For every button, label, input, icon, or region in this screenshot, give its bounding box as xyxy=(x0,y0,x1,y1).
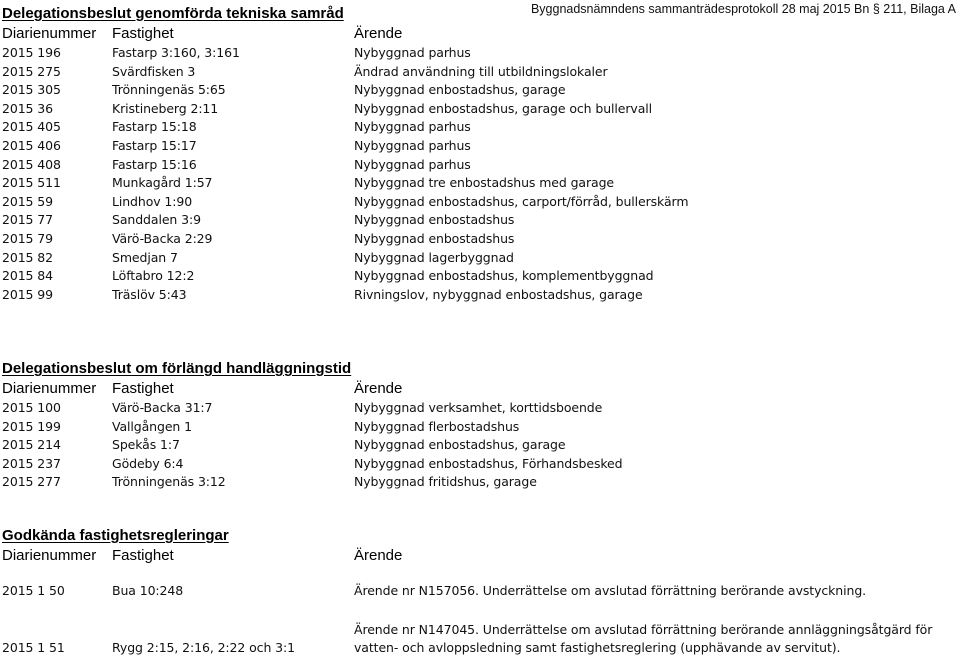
row-fastighet: Fastarp 15:18 xyxy=(112,119,197,135)
row-fastighet: Bua 10:248 xyxy=(112,583,184,598)
table-row xyxy=(2,399,952,418)
table-row xyxy=(2,81,952,100)
row-arende: Nybyggnad flerbostadshus xyxy=(354,418,520,434)
table-row xyxy=(2,156,952,175)
row-diarienummer: 2015 196 xyxy=(2,45,61,60)
row-diarienummer: 2015 275 xyxy=(2,63,61,79)
row-arende: Nybyggnad lagerbyggnad xyxy=(354,249,514,265)
row-arende: Nybyggnad verksamhet, korttidsboende xyxy=(354,400,603,415)
row-arende: Nybyggnad enbostadshus, garage xyxy=(354,82,566,98)
row-fastighet: Träslöv 5:43 xyxy=(112,286,187,302)
row-arende: Nybyggnad enbostadshus, garage xyxy=(354,437,566,453)
row-arende: Nybyggnad parhus xyxy=(354,156,471,172)
row-diarienummer: 2015 406 xyxy=(2,137,61,153)
row-diarienummer: 2015 100 xyxy=(2,400,61,415)
row-arende: Ändrad användning till utbildningslokaler xyxy=(354,63,608,79)
row-diarienummer: 2015 277 xyxy=(2,474,61,490)
section-fastighetsregleringar xyxy=(2,526,952,659)
column-header-fastighet: Fastighet xyxy=(112,380,174,397)
section-tekniska-samrad xyxy=(2,4,952,304)
row-arende: Nybyggnad enbostadshus, Förhandsbesked xyxy=(354,455,623,471)
row-diarienummer: 2015 84 xyxy=(2,268,53,284)
protocol-header-note: Byggnadsnämndens sammanträdesprotokoll 28 maj 2015 Bn § 211, Bilaga A xyxy=(530,2,956,16)
table-row xyxy=(2,267,952,286)
row-fastighet: Smedjan 7 xyxy=(112,249,178,265)
column-headers xyxy=(2,24,952,44)
table-row xyxy=(2,249,952,268)
table-row xyxy=(2,211,952,230)
row-fastighet: Lindhov 1:90 xyxy=(112,193,193,209)
row-diarienummer: 2015 36 xyxy=(2,100,53,116)
row-diarienummer: 2015 214 xyxy=(2,437,61,453)
row-diarienummer: 2015 1 51 xyxy=(2,640,65,656)
row-arende: Nybyggnad parhus xyxy=(354,45,471,60)
section-title: Delegationsbeslut genomförda tekniska samråd xyxy=(2,5,344,22)
row-diarienummer: 2015 79 xyxy=(2,230,53,246)
column-headers xyxy=(2,379,952,399)
table-row xyxy=(2,418,952,437)
column-header-arende: Ärende xyxy=(354,25,403,42)
row-fastighet: Värö-Backa 2:29 xyxy=(112,230,213,246)
row-diarienummer: 2015 199 xyxy=(2,418,61,434)
section-title: Godkända fastighetsregleringar xyxy=(2,527,229,544)
column-header-fastighet: Fastighet xyxy=(112,547,174,564)
row-fastighet: Trönningenäs 5:65 xyxy=(112,82,226,98)
row-diarienummer: 2015 59 xyxy=(2,193,53,209)
table-row xyxy=(2,118,952,137)
row-arende: Nybyggnad parhus xyxy=(354,119,471,135)
table-rows xyxy=(2,399,952,492)
table-row xyxy=(2,621,952,659)
row-fastighet: Vallgången 1 xyxy=(112,418,192,434)
row-fastighet: Spekås 1:7 xyxy=(112,437,180,453)
row-fastighet: Trönningenäs 3:12 xyxy=(112,474,226,490)
table-row xyxy=(2,174,952,193)
column-header-arende: Ärende xyxy=(354,547,403,564)
column-header-diarienummer: Diarienummer xyxy=(2,547,97,564)
section-forlangd-handlaggningstid xyxy=(2,359,952,492)
column-header-arende: Ärende xyxy=(354,380,403,397)
table-rows xyxy=(2,44,952,304)
row-diarienummer: 2015 511 xyxy=(2,175,61,191)
row-diarienummer: 2015 405 xyxy=(2,119,61,135)
row-fastighet: Rygg 2:15, 2:16, 2:22 och 3:1 xyxy=(112,640,295,656)
table-row xyxy=(2,473,952,492)
row-arende: Nybyggnad enbostadshus, komplementbyggnad xyxy=(354,268,654,284)
row-fastighet: Svärdfisken 3 xyxy=(112,63,196,79)
column-header-diarienummer: Diarienummer xyxy=(2,25,97,42)
table-row xyxy=(2,193,952,212)
row-diarienummer: 2015 408 xyxy=(2,156,61,172)
column-header-diarienummer: Diarienummer xyxy=(2,380,97,397)
row-arende: Ärende nr N157056. Underrättelse om avslutad förrättning berörande avstyckning. xyxy=(354,583,867,598)
table-row xyxy=(2,137,952,156)
row-fastighet: Sanddalen 3:9 xyxy=(112,212,201,228)
section-title: Delegationsbeslut om förlängd handläggningstid xyxy=(2,360,352,377)
row-arende: Nybyggnad parhus xyxy=(354,137,471,153)
row-diarienummer: 2015 82 xyxy=(2,249,53,265)
row-diarienummer: 2015 77 xyxy=(2,212,53,228)
column-header-fastighet: Fastighet xyxy=(112,25,174,42)
row-arende-line-1: Ärende nr N147045. Underrättelse om avslutad förrättning berörande annläggningsåtgärd för xyxy=(354,621,933,637)
table-row xyxy=(2,230,952,249)
row-arende: Nybyggnad enbostadshus, garage och bullervall xyxy=(354,100,653,116)
row-fastighet: Munkagård 1:57 xyxy=(112,175,213,191)
row-diarienummer: 2015 305 xyxy=(2,82,61,98)
row-arende: Rivningslov, nybyggnad enbostadshus, garage xyxy=(354,286,643,302)
table-row xyxy=(2,455,952,474)
table-row xyxy=(2,286,952,305)
row-arende: Nybyggnad enbostadshus xyxy=(354,230,515,246)
table-row xyxy=(2,436,952,455)
column-headers xyxy=(2,546,952,566)
row-fastighet: Fastarp 3:160, 3:161 xyxy=(112,45,240,60)
row-arende: Nybyggnad enbostadshus, carport/förråd, bullerskärm xyxy=(354,193,689,209)
row-fastighet: Kristineberg 2:11 xyxy=(112,100,219,116)
table-row xyxy=(2,63,952,82)
row-arende-line-2: vatten- och avloppsledning samt fastighetsreglering (upphävande av servitut). xyxy=(354,640,841,656)
row-diarienummer: 2015 237 xyxy=(2,455,61,471)
table-row xyxy=(2,44,952,63)
row-fastighet: Löftabro 12:2 xyxy=(112,268,195,284)
row-arende: Nybyggnad fritidshus, garage xyxy=(354,474,537,490)
row-arende: Nybyggnad enbostadshus xyxy=(354,212,515,228)
table-row xyxy=(2,582,952,601)
row-diarienummer: 2015 99 xyxy=(2,286,53,302)
table-row xyxy=(2,100,952,119)
row-arende: Nybyggnad tre enbostadshus med garage xyxy=(354,175,615,191)
row-fastighet: Fastarp 15:17 xyxy=(112,137,197,153)
row-fastighet: Gödeby 6:4 xyxy=(112,455,184,471)
row-fastighet: Värö-Backa 31:7 xyxy=(112,400,213,415)
row-diarienummer: 2015 1 50 xyxy=(2,583,65,598)
row-fastighet: Fastarp 15:16 xyxy=(112,156,197,172)
